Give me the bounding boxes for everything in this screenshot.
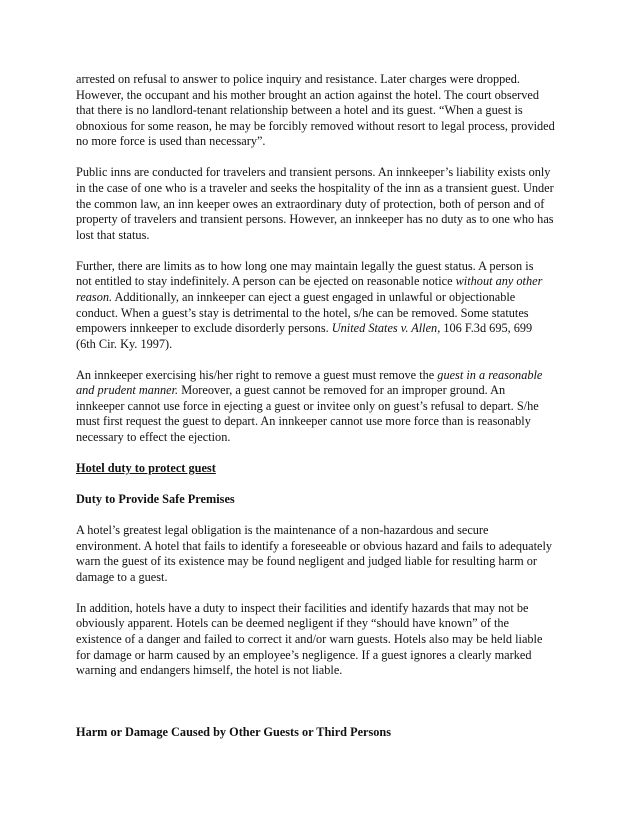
text-line: Further, there are limits as to how long one may maintain legally the guest status. A person is xyxy=(76,258,534,273)
text-run: An innkeeper exercising his/her right to remove a guest must remove the xyxy=(76,367,438,382)
text-line xyxy=(76,274,570,290)
text-line: necessary to effect the ejection. xyxy=(76,430,231,445)
case-citation: United States v. Allen xyxy=(331,321,438,336)
text-line: for damage or harm caused by an employee’s negligence. If a guest ignores a clearly marked xyxy=(76,647,532,662)
text-line: innkeeper cannot use force in ejecting a guest or invitee only on guest’s refusal to depart. S/he xyxy=(76,398,539,413)
text-line: conduct. When a guest’s stay is detrimental to the hotel, s/he can be removed. Some statutes xyxy=(76,305,529,320)
text-run: Additionally, an innkeeper can eject a guest engaged in unlawful or objectionable xyxy=(112,289,516,304)
text-line xyxy=(76,368,570,384)
paragraph-court-ruling xyxy=(76,72,570,150)
document-body xyxy=(76,72,570,756)
text-line: (6th Cir. Ky. 1997). xyxy=(76,336,173,351)
text-line: damage to a guest. xyxy=(76,569,168,584)
text-line: environment. A hotel that fails to identify a foreseeable or obvious hazard and fails to adequately xyxy=(76,538,553,553)
italic-phrase: guest in a reasonable xyxy=(437,367,543,382)
text-run: not entitled to stay indefinitely. A person can be ejected on reasonable notice xyxy=(76,274,456,289)
text-line: that there is no landlord-tenant relationship between a hotel and its guest. “When a guest is xyxy=(76,103,523,118)
text-line xyxy=(76,290,570,306)
paragraph-legal-obligation xyxy=(76,523,570,585)
text-line: A hotel’s greatest legal obligation is the maintenance of a non-hazardous and secure xyxy=(76,523,489,537)
text-line xyxy=(76,383,570,399)
text-line: must first request the guest to depart. An innkeeper cannot use more force than is reasonably xyxy=(76,414,531,429)
text-line: arrested on refusal to answer to police inquiry and resistance. Later charges were dropped. xyxy=(76,72,520,86)
text-line: existence of a danger and failed to correct it and/or warn guests. Hotels also may be held liable xyxy=(76,631,543,646)
text-line: warn the guest of its existence may be found negligent and judged liable for resulting harm or xyxy=(76,554,538,569)
italic-phrase: reason. xyxy=(76,289,113,304)
section-heading-harm-damage: Harm or Damage Caused by Other Guests or Third Persons xyxy=(76,725,392,740)
paragraph-public-inns xyxy=(76,165,570,243)
text-run: Moreover, a guest cannot be removed for an improper ground. An xyxy=(178,383,506,398)
text-line: However, the occupant and his mother brought an action against the hotel. The court observed xyxy=(76,87,540,102)
spacer xyxy=(76,694,570,725)
paragraph-guest-status-limits xyxy=(76,259,570,353)
text-line: obnoxious for some reason, he may be forcibly removed without resort to legal process, provided xyxy=(76,118,555,133)
section-heading-hotel-duty: Hotel duty to protect guest xyxy=(76,461,216,476)
text-line: In addition, hotels have a duty to inspect their facilities and identify hazards that may not be xyxy=(76,600,529,615)
text-line: warning and endangers himself, the hotel is not liable. xyxy=(76,663,343,678)
text-run: empowers innkeeper to exclude disorderly persons. xyxy=(76,321,332,336)
text-run: , 106 F.3d 695, 699 xyxy=(437,321,533,336)
text-line: property of travelers and transient persons. However, an innkeeper has no duty as to one who has xyxy=(76,212,554,227)
text-line: the common law, an inn keeper owes an extraordinary duty of protection, both of person and of xyxy=(76,196,545,211)
section-heading-safe-premises: Duty to Provide Safe Premises xyxy=(76,492,235,507)
text-line: obviously apparent. Hotels can be deemed negligent if they “should have known” of the xyxy=(76,616,509,631)
text-line: lost that status. xyxy=(76,227,150,242)
italic-phrase: without any other xyxy=(455,274,543,289)
paragraph-removal-manner xyxy=(76,368,570,446)
text-line: Public inns are conducted for travelers and transient persons. An innkeeper’s liability exists only xyxy=(76,165,551,180)
text-line xyxy=(76,321,570,337)
text-line: in the case of one who is a traveler and seeks the hospitality of the inn as a transient guest. Under xyxy=(76,180,554,195)
italic-phrase: and prudent manner. xyxy=(76,383,179,398)
text-line: no more force is used than necessary”. xyxy=(76,134,266,149)
paragraph-inspection-duty xyxy=(76,601,570,679)
